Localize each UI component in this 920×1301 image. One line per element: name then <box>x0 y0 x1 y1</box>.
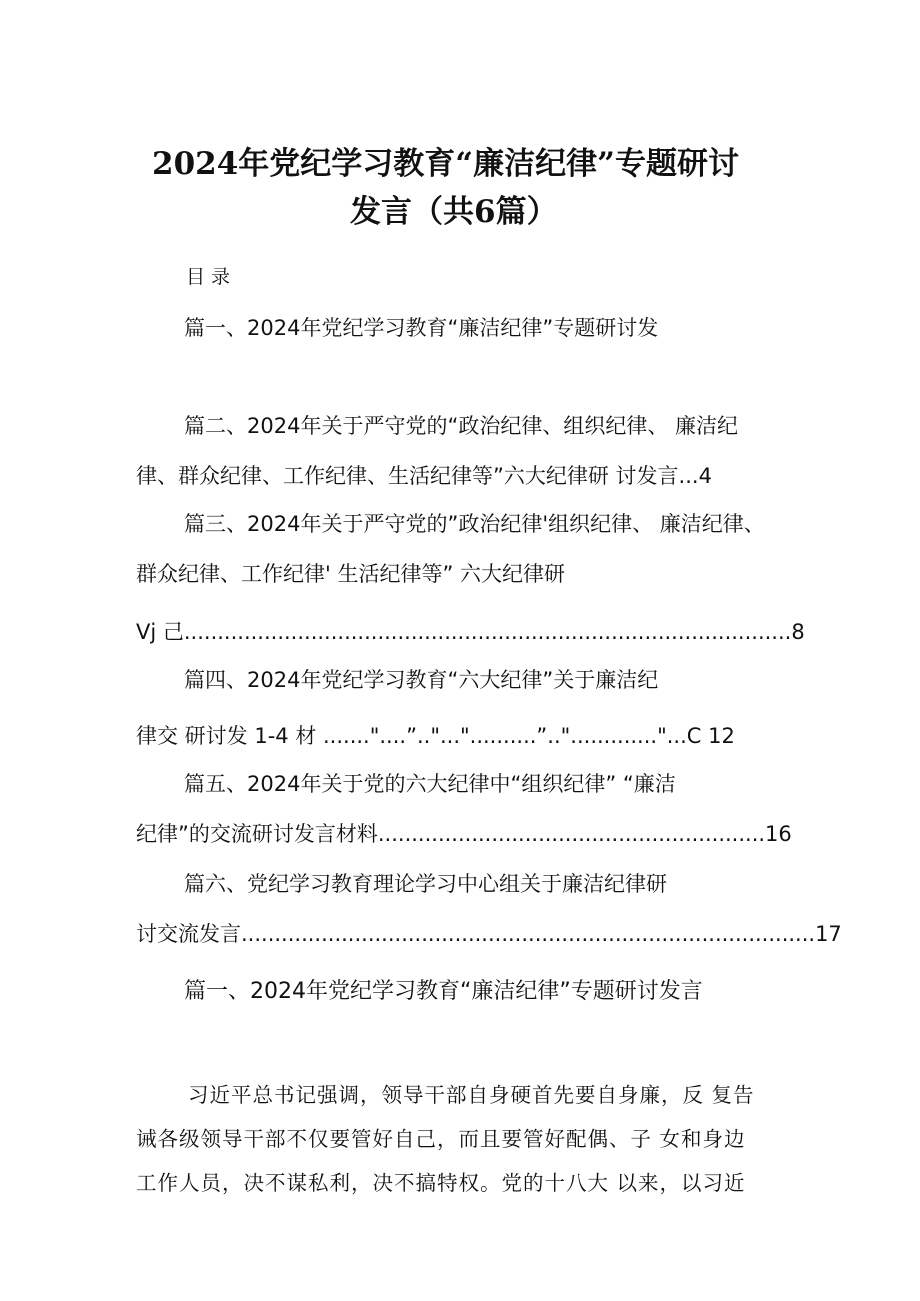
document-title-line-1: 2024年党纪学习教育“廉洁纪律”专题研讨 <box>152 146 739 182</box>
toc-line: 纪律”的交流研讨发言材料..........................................................16 <box>136 822 792 846</box>
document-title-line-2: 发言（共6篇） <box>350 194 558 230</box>
toc-line: 讨交流发言......................................................................................17 <box>136 922 842 946</box>
toc-line: 律、群众纪律、工作纪律、生活纪律等”六大纪律研 讨发言...4 <box>136 464 712 488</box>
section-heading: 篇一、2024年党纪学习教育“廉洁纪律”专题研讨发言 <box>184 979 703 1004</box>
body-paragraph-line: 诫各级领导干部不仅要管好自己，而且要管好配偶、子 女和身边 <box>136 1127 746 1151</box>
toc-label: 目录 <box>186 266 237 288</box>
body-paragraph-line: 习近平总书记强调，领导干部自身硬首先要自身廉，反 复告 <box>188 1083 755 1107</box>
toc-line: 篇四、2024年党纪学习教育“六大纪律”关于廉洁纪 <box>184 668 659 692</box>
toc-line: 篇六、党纪学习教育理论学习中心组关于廉洁纪律研 <box>184 872 667 896</box>
body-paragraph-line: 工作人员，决不谋私利，决不搞特权。党的十八大 以来，以习近 <box>136 1171 746 1195</box>
toc-line: 律交 研讨发 1-4 材 ......."....”.."..."..........”.."............."...C 12 <box>136 724 735 748</box>
toc-line: Vj 己...........................................................................................8 <box>136 620 805 644</box>
toc-line: 群众纪律、工作纪律' 生活纪律等” 六大纪律研 <box>136 562 566 586</box>
toc-line: 篇五、2024年关于党的六大纪律中“组织纪律” “廉洁 <box>184 772 676 796</box>
toc-line: 篇二、2024年关于严守党的“政治纪律、组织纪律、 廉洁纪 <box>184 414 738 438</box>
toc-line: 篇三、2024年关于严守党的”政治纪律'组织纪律、 廉洁纪律、 <box>184 512 765 536</box>
toc-line: 篇一、2024年党纪学习教育“廉洁纪律”专题研讨发 <box>184 316 659 340</box>
